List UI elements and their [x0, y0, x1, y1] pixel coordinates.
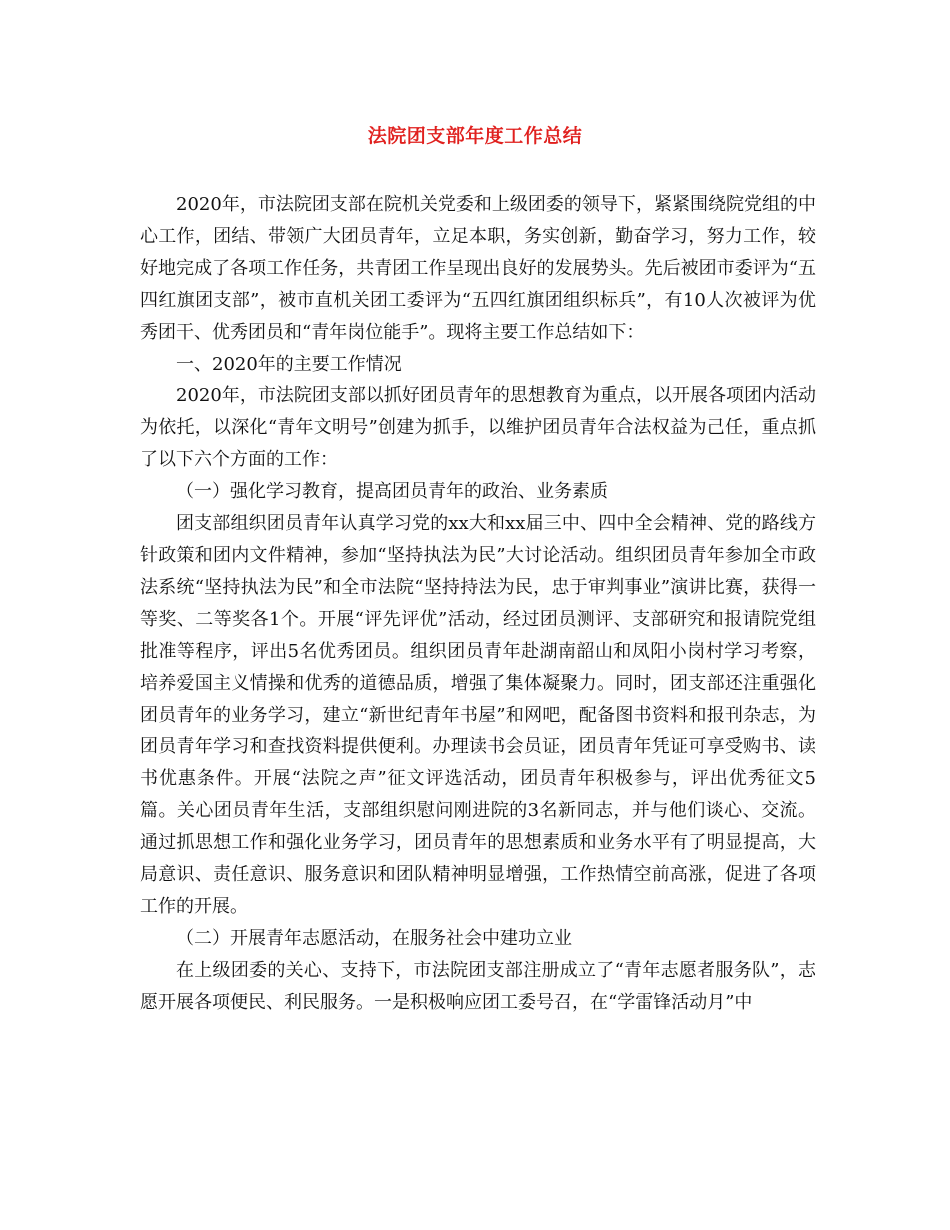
paragraph-volunteer: 在上级团委的关心、支持下，市法院团支部注册成立了“青年志愿者服务队”，志愿开展各项便民、利民服务。一是积极响应团工委号召，在“学雷锋活动月”中 — [140, 959, 816, 1013]
paragraph-overview: 2020年，市法院团支部以抓好团员青年的思想教育为重点，以开展各项团内活动为依托，以深化“青年文明号”创建为抓手，以维护团员青年合法权益为己任，重点抓了以下六个方面的工作： — [140, 385, 816, 471]
subsection-heading-volunteer: （二）开展青年志愿活动，在服务社会中建功立业 — [176, 927, 572, 949]
section-heading-main-work: 一、2020年的主要工作情况 — [176, 353, 402, 375]
paragraph-study: 团支部组织团员青年认真学习党的xx大和xx届三中、四中全会精神、党的路线方针政策和团内文件精神，参加“坚持执法为民”大讨论活动。组织团员青年参加全市政法系统“坚持执法为民”和全市法院“坚持持法为民，忠于审判事业”演讲比赛，获得一等奖、二等奖各1个。开展“评先评优”活动，经过团员测评、支部研究和报请院党组批准等程序，评出5名优秀团员。组织团员青年赴湖南韶山和凤阳小岗村学习考察，培养爱国主义情操和优秀的道德品质，增强了集体凝聚力。同时，团支部还注重强化团员青年的业务学习，建立“新世纪青年书屋”和网吧，配备图书资料和报刊杂志，为团员青年学习和查找资料提供便利。办理读书会员证，团员青年凭证可享受购书、读书优惠条件。开展“法院之声”征文评选活动，团员青年积极参与，评出优秀征文5篇。关心团员青年生活，支部组织慰问刚进院的3名新同志，并与他们谈心、交流。通过抓思想工作和强化业务学习，团员青年的思想素质和业务水平有了明显提高，大局意识、责任意识、服务意识和团队精神明显增强，工作热情空前高涨，促进了各项工作的开展。 — [140, 513, 816, 917]
paragraph-intro: 2020年，市法院团支部在院机关党委和上级团委的领导下，紧紧围绕院党组的中心工作，团结、带领广大团员青年，立足本职，务实创新，勤奋学习，努力工作，较好地完成了各项工作任务，共青团工作呈现出良好的发展势头。先后被团市委评为“五四红旗团支部”，被市直机关团工委评为“五四红旗团组织标兵”，有10人次被评为优秀团干、优秀团员和“青年岗位能手”。现将主要工作总结如下： — [140, 194, 816, 343]
document-body — [140, 189, 816, 1019]
document-title: 法院团支部年度工作总结 — [367, 125, 583, 147]
subsection-heading-study: （一）强化学习教育，提高团员青年的政治、业务素质 — [176, 481, 608, 503]
